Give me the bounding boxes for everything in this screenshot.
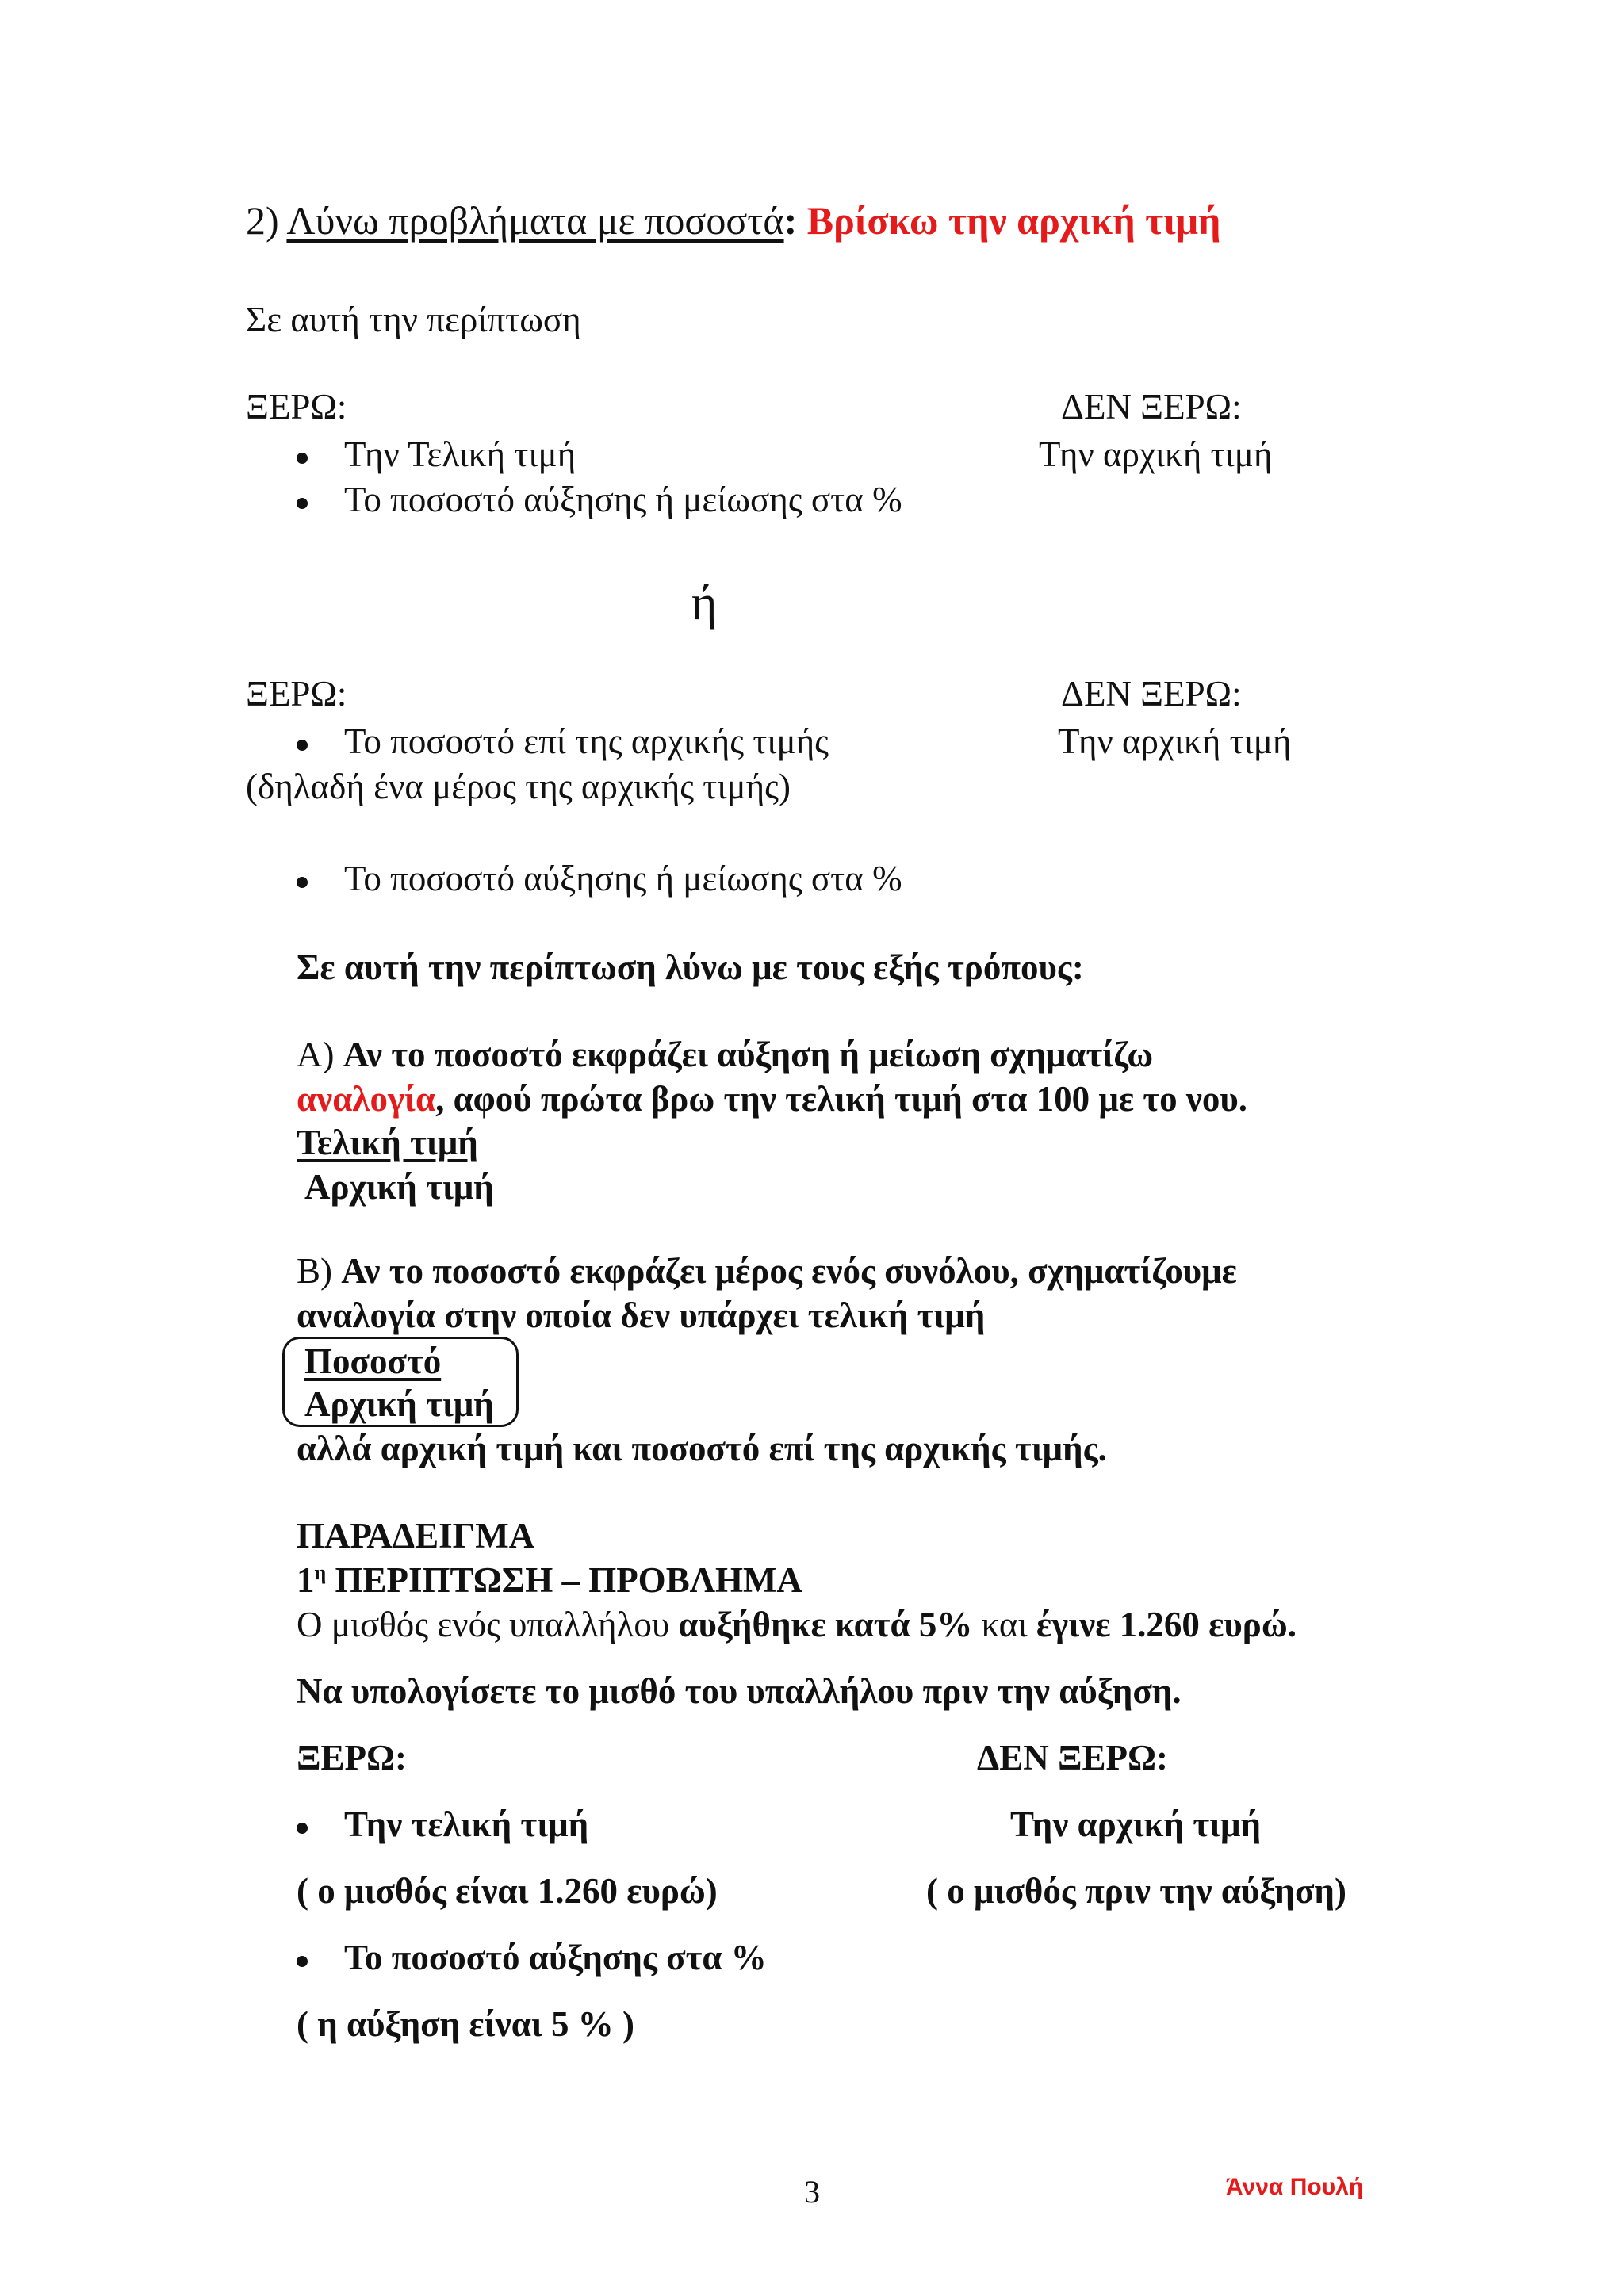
example-problem-b: αυξήθηκε κατά 5% bbox=[678, 1605, 973, 1644]
example-unknown: Την αρχική τιμή bbox=[1010, 1804, 1262, 1844]
example-case-sup: η bbox=[314, 1561, 327, 1584]
heading-topic: Λύνω προβλήματα με ποσοστά bbox=[286, 198, 784, 243]
or-separator: ή bbox=[691, 576, 718, 630]
example-problem-d: έγινε 1.260 ευρώ. bbox=[1036, 1605, 1297, 1644]
example-bullet1-note: ( ο μισθός είναι 1.260 ευρώ) bbox=[297, 1871, 718, 1911]
page-heading bbox=[246, 198, 1220, 244]
example-bullet2: Το ποσοστό αύξησης στα % bbox=[344, 1938, 767, 1977]
example-problem-a: Ο μισθός ενός υπαλλήλου bbox=[297, 1605, 679, 1644]
bullet-icon bbox=[297, 1823, 308, 1834]
method-b-text: Αν το ποσοστό εκφράζει μέρος ενός συνόλου, σχηματίζουμε bbox=[341, 1251, 1237, 1291]
case2-bullet2: Το ποσοστό αύξησης ή μείωσης στα % bbox=[344, 859, 902, 898]
example-problem-c: και bbox=[972, 1605, 1036, 1644]
bullet-icon bbox=[297, 877, 308, 888]
case1-know-label: ΞΕΡΩ: bbox=[246, 387, 347, 427]
example-question: Να υπολογίσετε το μισθό του υπαλλήλου πριν την αύξηση. bbox=[297, 1671, 1182, 1711]
case1-bullet1: Την Τελική τιμή bbox=[344, 434, 576, 474]
example-bullet2-note: ( η αύξηση είναι 5 % ) bbox=[297, 2004, 635, 2044]
method-a-text: Αν το ποσοστό εκφράζει αύξηση ή μείωση σχηματίζω bbox=[343, 1035, 1154, 1074]
case2-bullet1: Το ποσοστό επί της αρχικής τιμής bbox=[344, 721, 829, 761]
example-problem bbox=[297, 1605, 1297, 1646]
method-a-red-word: αναλογία bbox=[297, 1079, 436, 1119]
method-b-prefix: Β) bbox=[297, 1251, 332, 1291]
example-case-number: 1 bbox=[297, 1560, 315, 1600]
example-know-label: ΞΕΡΩ: bbox=[297, 1738, 407, 1777]
bullet-icon bbox=[297, 740, 308, 751]
method-b-numerator: Ποσοστό bbox=[304, 1341, 442, 1381]
method-a-line1 bbox=[297, 1035, 1153, 1076]
method-b-denominator: Αρχική τιμή bbox=[304, 1384, 494, 1424]
case2-bullet1-note: (δηλαδή ένα μέρος της αρχικής τιμής) bbox=[246, 767, 791, 806]
method-a-denominator: Αρχική τιμή bbox=[304, 1167, 494, 1207]
case1-dont-know-label: ΔΕΝ ΞΕΡΩ: bbox=[1061, 387, 1242, 427]
example-title: ΠΑΡΑΔΕΙΓΜΑ bbox=[297, 1516, 535, 1556]
case2-dont-know-label: ΔΕΝ ΞΕΡΩ: bbox=[1061, 674, 1242, 714]
example-case-rest: ΠΕΡΙΠΤΩΣΗ – ΠΡΟΒΛΗΜΑ bbox=[335, 1560, 802, 1600]
bullet-icon bbox=[297, 498, 308, 509]
methods-title: Σε αυτή την περίπτωση λύνω με τους εξής τρόπους: bbox=[297, 947, 1084, 987]
intro-text: Σε αυτή την περίπτωση bbox=[246, 300, 581, 339]
bullet-icon bbox=[297, 1956, 308, 1967]
heading-colon: : bbox=[783, 198, 798, 243]
heading-highlight: Βρίσκω την αρχική τιμή bbox=[806, 198, 1221, 243]
method-a-line2-rest: , αφού πρώτα βρω την τελική τιμή στα 100 με το νου. bbox=[435, 1079, 1248, 1119]
bullet-icon bbox=[297, 453, 308, 464]
case1-unknown: Την αρχική τιμή bbox=[1039, 434, 1273, 474]
example-case-title bbox=[297, 1560, 802, 1601]
case2-know-label: ΞΕΡΩ: bbox=[246, 674, 347, 714]
method-b-line3: αλλά αρχική τιμή και ποσοστό επί της αρχικής τιμής. bbox=[297, 1429, 1107, 1468]
page-number: 3 bbox=[804, 2174, 820, 2210]
example-bullet1: Την τελική τιμή bbox=[344, 1804, 589, 1844]
method-a-line2 bbox=[297, 1079, 1247, 1120]
method-b-line2: αναλογία στην οποία δεν υπάρχει τελική τιμή bbox=[297, 1295, 986, 1335]
method-a-numerator: Τελική τιμή bbox=[297, 1123, 478, 1162]
example-dont-know-label: ΔΕΝ ΞΕΡΩ: bbox=[977, 1738, 1168, 1777]
example-unknown-note: ( ο μισθός πριν την αύξηση) bbox=[926, 1871, 1346, 1911]
heading-number: 2) bbox=[246, 198, 279, 243]
method-a-prefix: Α) bbox=[297, 1035, 335, 1074]
case1-bullet2: Το ποσοστό αύξησης ή μείωσης στα % bbox=[344, 480, 902, 519]
author-name: Άννα Πουλή bbox=[1226, 2174, 1364, 2200]
case2-unknown: Την αρχική τιμή bbox=[1058, 721, 1292, 761]
method-b-line1 bbox=[297, 1251, 1237, 1292]
